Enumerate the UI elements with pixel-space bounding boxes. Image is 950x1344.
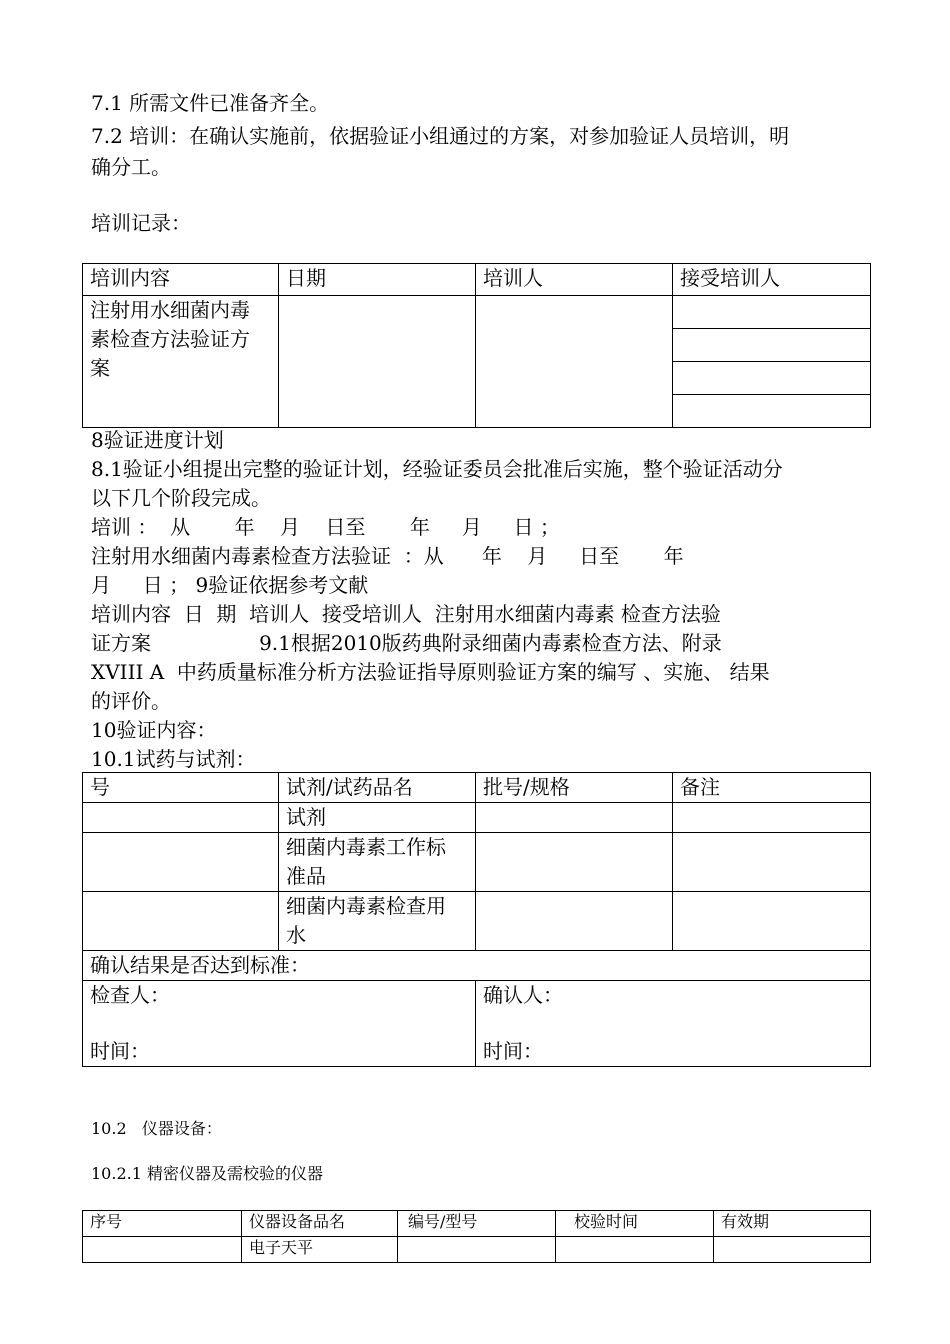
section-10-title: 10验证内容： [91, 718, 217, 742]
reagent-row-2 [279, 833, 476, 892]
th-serial: 序号 [83, 1211, 242, 1237]
schedule-training: 培训 ： 从 年 月 日至 年 月 日 ； [91, 515, 560, 539]
th-training-content: 培训内容 [83, 264, 279, 296]
confirmer-time-label: 时间： [483, 1039, 543, 1063]
reagent-row-1: 试剂 [279, 803, 476, 833]
th-number: 号 [83, 773, 279, 803]
inspector-cell [83, 981, 476, 1067]
th-model: 编号/型号 [398, 1211, 556, 1237]
trainee-cell-2 [673, 329, 871, 362]
reagent-row-3-line1: 细菌内毒素检查用 [286, 894, 446, 918]
trainer-cell [476, 296, 673, 428]
confirmer-label: 确认人： [483, 983, 563, 1007]
th-reagent-name: 试剂/试药品名 [279, 773, 476, 803]
training-table [82, 263, 871, 428]
th-calibration-time: 校验时间 [556, 1211, 714, 1237]
training-content-line1: 注射用水细菌内毒 [90, 298, 250, 322]
trainee-cell-3 [673, 362, 871, 395]
trainee-cell-4 [673, 395, 871, 428]
section-10-1-title: 10.1试药与试剂： [91, 747, 256, 771]
training-record-label: 培训记录： [91, 211, 191, 235]
training-content-cell [83, 296, 279, 428]
th-batch-spec: 批号/规格 [476, 773, 673, 803]
reagent-row-2-line2: 准品 [286, 864, 326, 888]
training-date-cell [279, 296, 476, 428]
reagent-table [82, 772, 871, 1067]
schedule-validation-line1: 注射用水细菌内毒素检查方法验证 ：从 年 月 日至 年 [91, 544, 684, 568]
section-10-2-1-title: 10.2.1 精密仪器及需校验的仪器 [91, 1164, 323, 1183]
reagent-row-2-line1: 细菌内毒素工作标 [286, 835, 446, 859]
instrument-row-1-name: 电子天平 [242, 1237, 398, 1263]
section-7-1: 7.1 所需文件已准备齐全。 [91, 91, 330, 115]
confirmer-cell [476, 981, 871, 1067]
training-content-line3: 案 [90, 356, 110, 380]
trainee-cell-1 [673, 296, 871, 329]
section-8-1-line1: 8.1验证小组提出完整的验证计划，经验证委员会批准后实施，整个验证活动分 [91, 457, 783, 481]
section-7-2-line1: 7.2 培训：在确认实施前，依据验证小组通过的方案，对参加验证人员培训，明 [91, 124, 790, 148]
garbled-line-3: XVIII A 中药质量标准分析方法验证指导原则验证方案的编写 、实施、 结果 [91, 660, 770, 684]
section-10-2-title: 10.2 仪器设备： [91, 1119, 222, 1138]
confirm-result-label: 确认结果是否达到标准： [83, 951, 871, 981]
garbled-line-2: 证方案 9.1根据2010版药典附录细菌内毒素检查方法、附录 [91, 631, 722, 655]
inspector-time-label: 时间： [90, 1039, 150, 1063]
section-7-2-line2: 确分工。 [91, 155, 171, 179]
garbled-line-1: 培训内容 日 期 培训人 接受培训人 注射用水细菌内毒素 检查方法验 [91, 602, 721, 626]
reagent-row-3-line2: 水 [286, 923, 306, 947]
th-remarks: 备注 [673, 773, 871, 803]
schedule-validation-line2: 月 日 ； 9验证依据参考文献 [91, 573, 369, 597]
section-8-title: 8验证进度计划 [91, 428, 224, 452]
inspector-label: 检查人： [90, 983, 170, 1007]
th-validity: 有效期 [714, 1211, 871, 1237]
th-trainee: 接受培训人 [673, 264, 871, 296]
section-8-1-line2: 以下几个阶段完成。 [91, 486, 271, 510]
th-date: 日期 [279, 264, 476, 296]
garbled-line-4: 的评价。 [91, 689, 171, 713]
th-instrument-name: 仪器设备品名 [242, 1211, 398, 1237]
reagent-row-3 [279, 892, 476, 951]
th-trainer: 培训人 [476, 264, 673, 296]
training-content-line2: 素检查方法验证方 [90, 327, 250, 351]
instrument-table [82, 1210, 871, 1263]
